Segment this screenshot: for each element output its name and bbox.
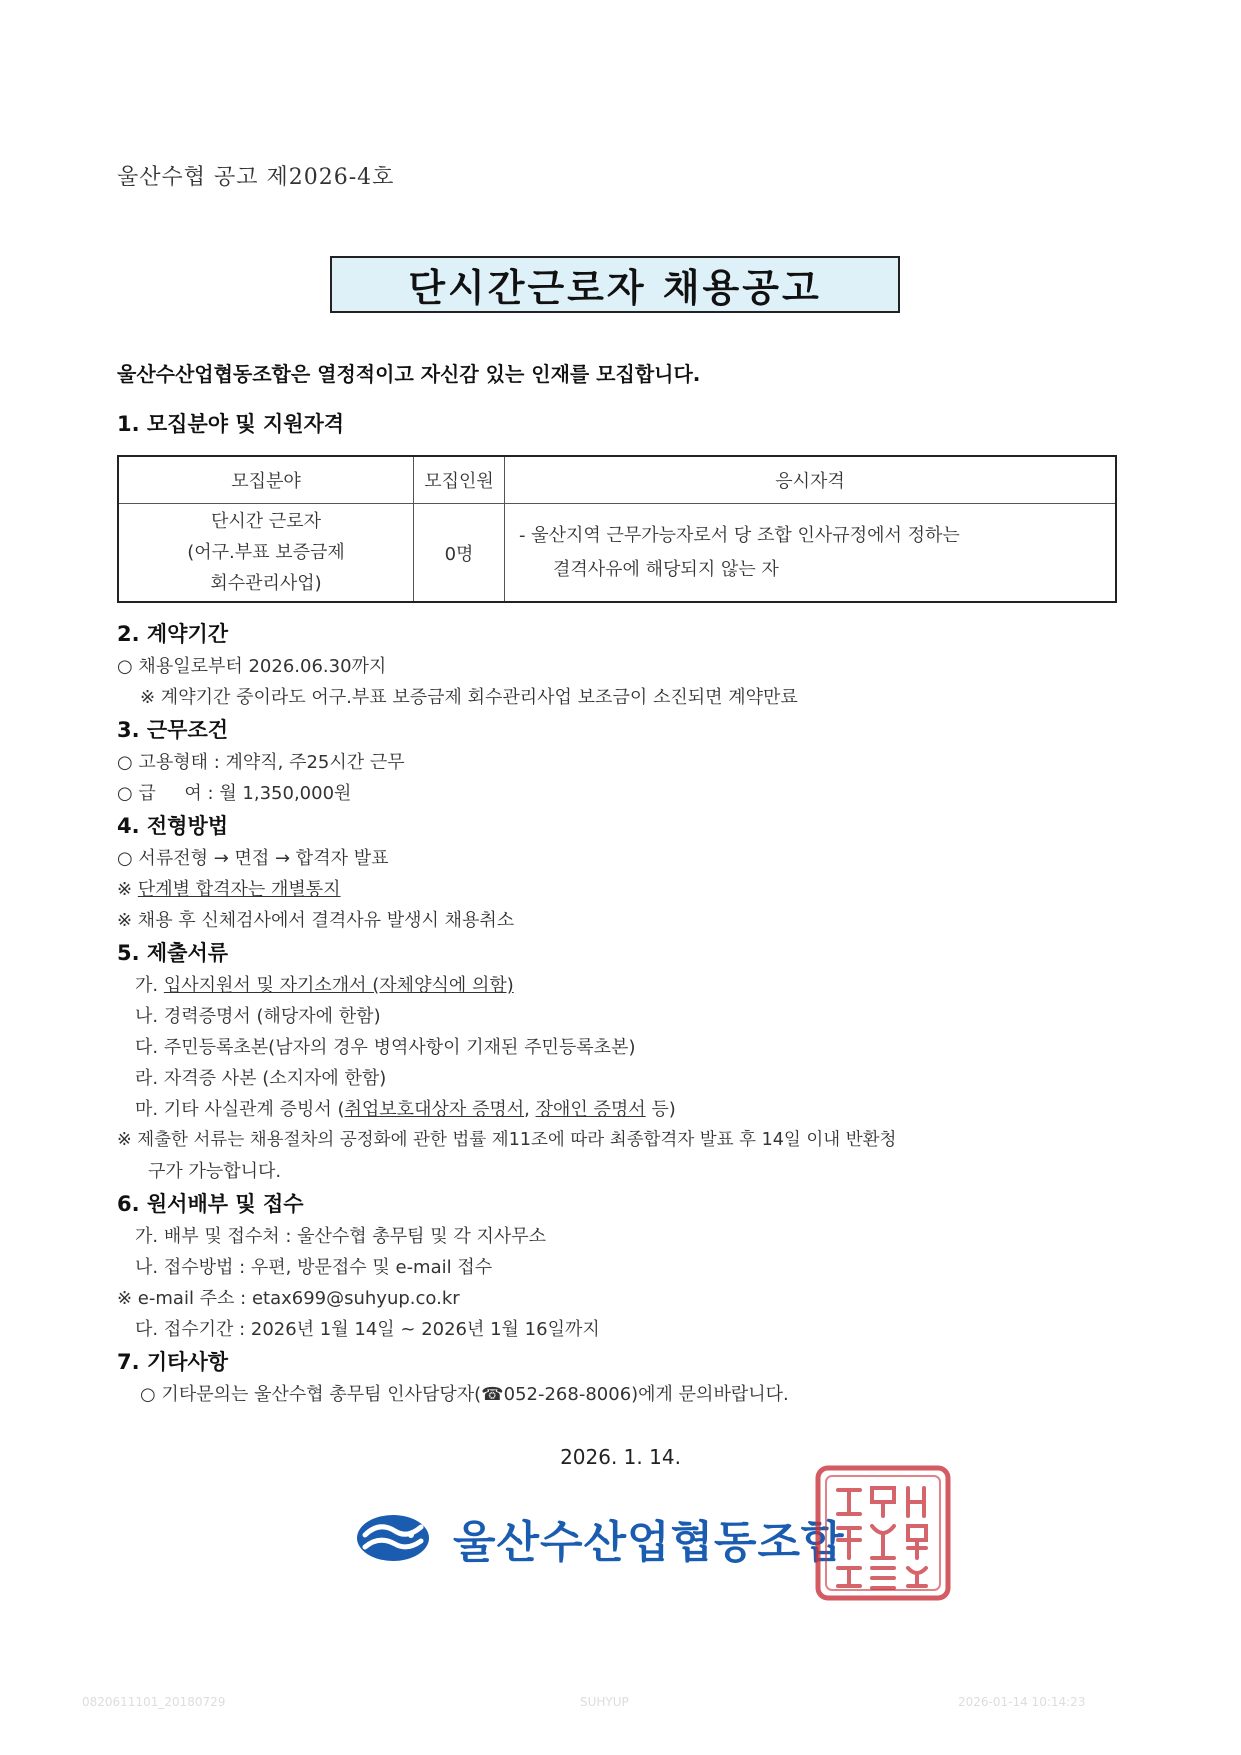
fax-footer-middle: SUHYUP [580, 1695, 629, 1709]
official-seal-icon [812, 1462, 954, 1604]
item-prefix: 가. [135, 975, 164, 996]
qualification-line: 결격사유에 해당되지 않는 자 [553, 558, 779, 580]
notice-date: 2026. 1. 14. [560, 1445, 681, 1469]
field-line: (어구.부표 보증금제 [187, 542, 345, 563]
document-item-d: 라. 자격증 사본 (소지자에 한함) [135, 1068, 387, 1089]
document-return-note-line1: ※ 제출한 서류는 채용절차의 공정화에 관한 법률 제11조에 따라 최종합격자 발표 후 14일 이내 반환청 [117, 1130, 897, 1150]
veteran-certificate-text: 취업보호대상자 증명서 [344, 1099, 525, 1120]
item-prefix: 마. 기타 사실관계 증빙서 ( [135, 1099, 345, 1120]
table-cell-qualification [505, 504, 1117, 603]
field-line: 단시간 근로자 [210, 511, 322, 532]
selection-note-line [117, 875, 341, 901]
title-box [330, 256, 900, 313]
table-header-count: 모집인원 [414, 456, 505, 504]
fax-footer-right: 2026-01-14 10:14:23 [958, 1695, 1086, 1709]
document-item-b: 나. 경력증명서 (해당자에 한함) [135, 1006, 381, 1027]
section-6-heading: 6. 원서배부 및 접수 [117, 1192, 304, 1216]
section-1-heading: 1. 모집분야 및 지원자격 [117, 412, 345, 436]
salary-line: ○ 급 여 : 월 1,350,000원 [117, 783, 352, 804]
table-header-qualification: 응시자격 [505, 456, 1117, 504]
contract-period-line: ○ 채용일로부터 2026.06.30까지 [117, 656, 387, 677]
recruit-table [117, 455, 1117, 603]
intro-text: 울산수산업협동조합은 열정적이고 자신감 있는 인재를 모집합니다. [117, 362, 701, 386]
section-4-heading: 4. 전형방법 [117, 814, 229, 838]
selection-process-line: ○ 서류전형 → 면접 → 합격자 발표 [117, 848, 389, 869]
document-return-note-line2: 구가 가능합니다. [148, 1161, 282, 1182]
table-header-field: 모집분야 [118, 456, 414, 504]
individual-notice-text: 단계별 합격자는 개별통지 [137, 879, 341, 900]
application-form-text: 입사지원서 및 자기소개서 (자체양식에 의함) [163, 975, 514, 996]
submission-method-line: 나. 접수방법 : 우편, 방문접수 및 e-mail 접수 [135, 1257, 493, 1278]
organization-signature [355, 1506, 845, 1570]
section-5-heading: 5. 제출서류 [117, 941, 229, 965]
table-cell-field [118, 504, 414, 603]
submission-place-line: 가. 배부 및 접수처 : 울산수협 총무팀 및 각 지사무소 [135, 1226, 547, 1247]
fax-footer-left: 0820611101_20180729 [82, 1695, 226, 1709]
table-header-row [118, 456, 1116, 504]
submission-period-line: 다. 접수기간 : 2026년 1월 14일 ~ 2026년 1월 16일까지 [135, 1319, 600, 1340]
note-mark: ※ [117, 879, 138, 900]
qualification-line: - 울산지역 근무가능자로서 당 조합 인사규정에서 정하는 [519, 524, 960, 546]
section-2-heading: 2. 계약기간 [117, 622, 229, 646]
notice-number: 울산수협 공고 제2026-4호 [117, 165, 395, 190]
item-suffix: 등) [645, 1099, 676, 1120]
document-item-e [135, 1095, 676, 1121]
field-line: 회수관리사업) [210, 573, 322, 594]
document-item-a [135, 971, 514, 997]
organization-name: 울산수산업협동조합 [453, 1517, 845, 1568]
document-item-c: 다. 주민등록초본(남자의 경우 병역사항이 기재된 주민등록초본) [135, 1037, 636, 1058]
section-7-heading: 7. 기타사항 [117, 1350, 229, 1374]
employment-type-line: ○ 고용형태 : 계약직, 주25시간 근무 [117, 752, 405, 773]
table-cell-count: 0명 [414, 504, 505, 603]
suhyup-logo-icon [355, 1513, 431, 1563]
table-row [118, 504, 1116, 603]
contact-line: ○ 기타문의는 울산수협 총무팀 인사담당자(☎052-268-8006)에게 문의바랍니다. [140, 1384, 789, 1405]
email-address-line: ※ e-mail 주소 : etax699@suhyup.co.kr [117, 1288, 460, 1309]
medical-check-line: ※ 채용 후 신체검사에서 결격사유 발생시 채용취소 [117, 910, 515, 931]
section-3-heading: 3. 근무조건 [117, 718, 229, 742]
item-separator: , [524, 1099, 536, 1120]
contract-note-line: ※ 계약기간 중이라도 어구.부표 보증금제 회수관리사업 보조금이 소진되면 계약만료 [140, 687, 798, 708]
disability-certificate-text: 장애인 증명서 [535, 1099, 646, 1120]
page-title: 단시간근로자 채용공고 [408, 265, 822, 310]
